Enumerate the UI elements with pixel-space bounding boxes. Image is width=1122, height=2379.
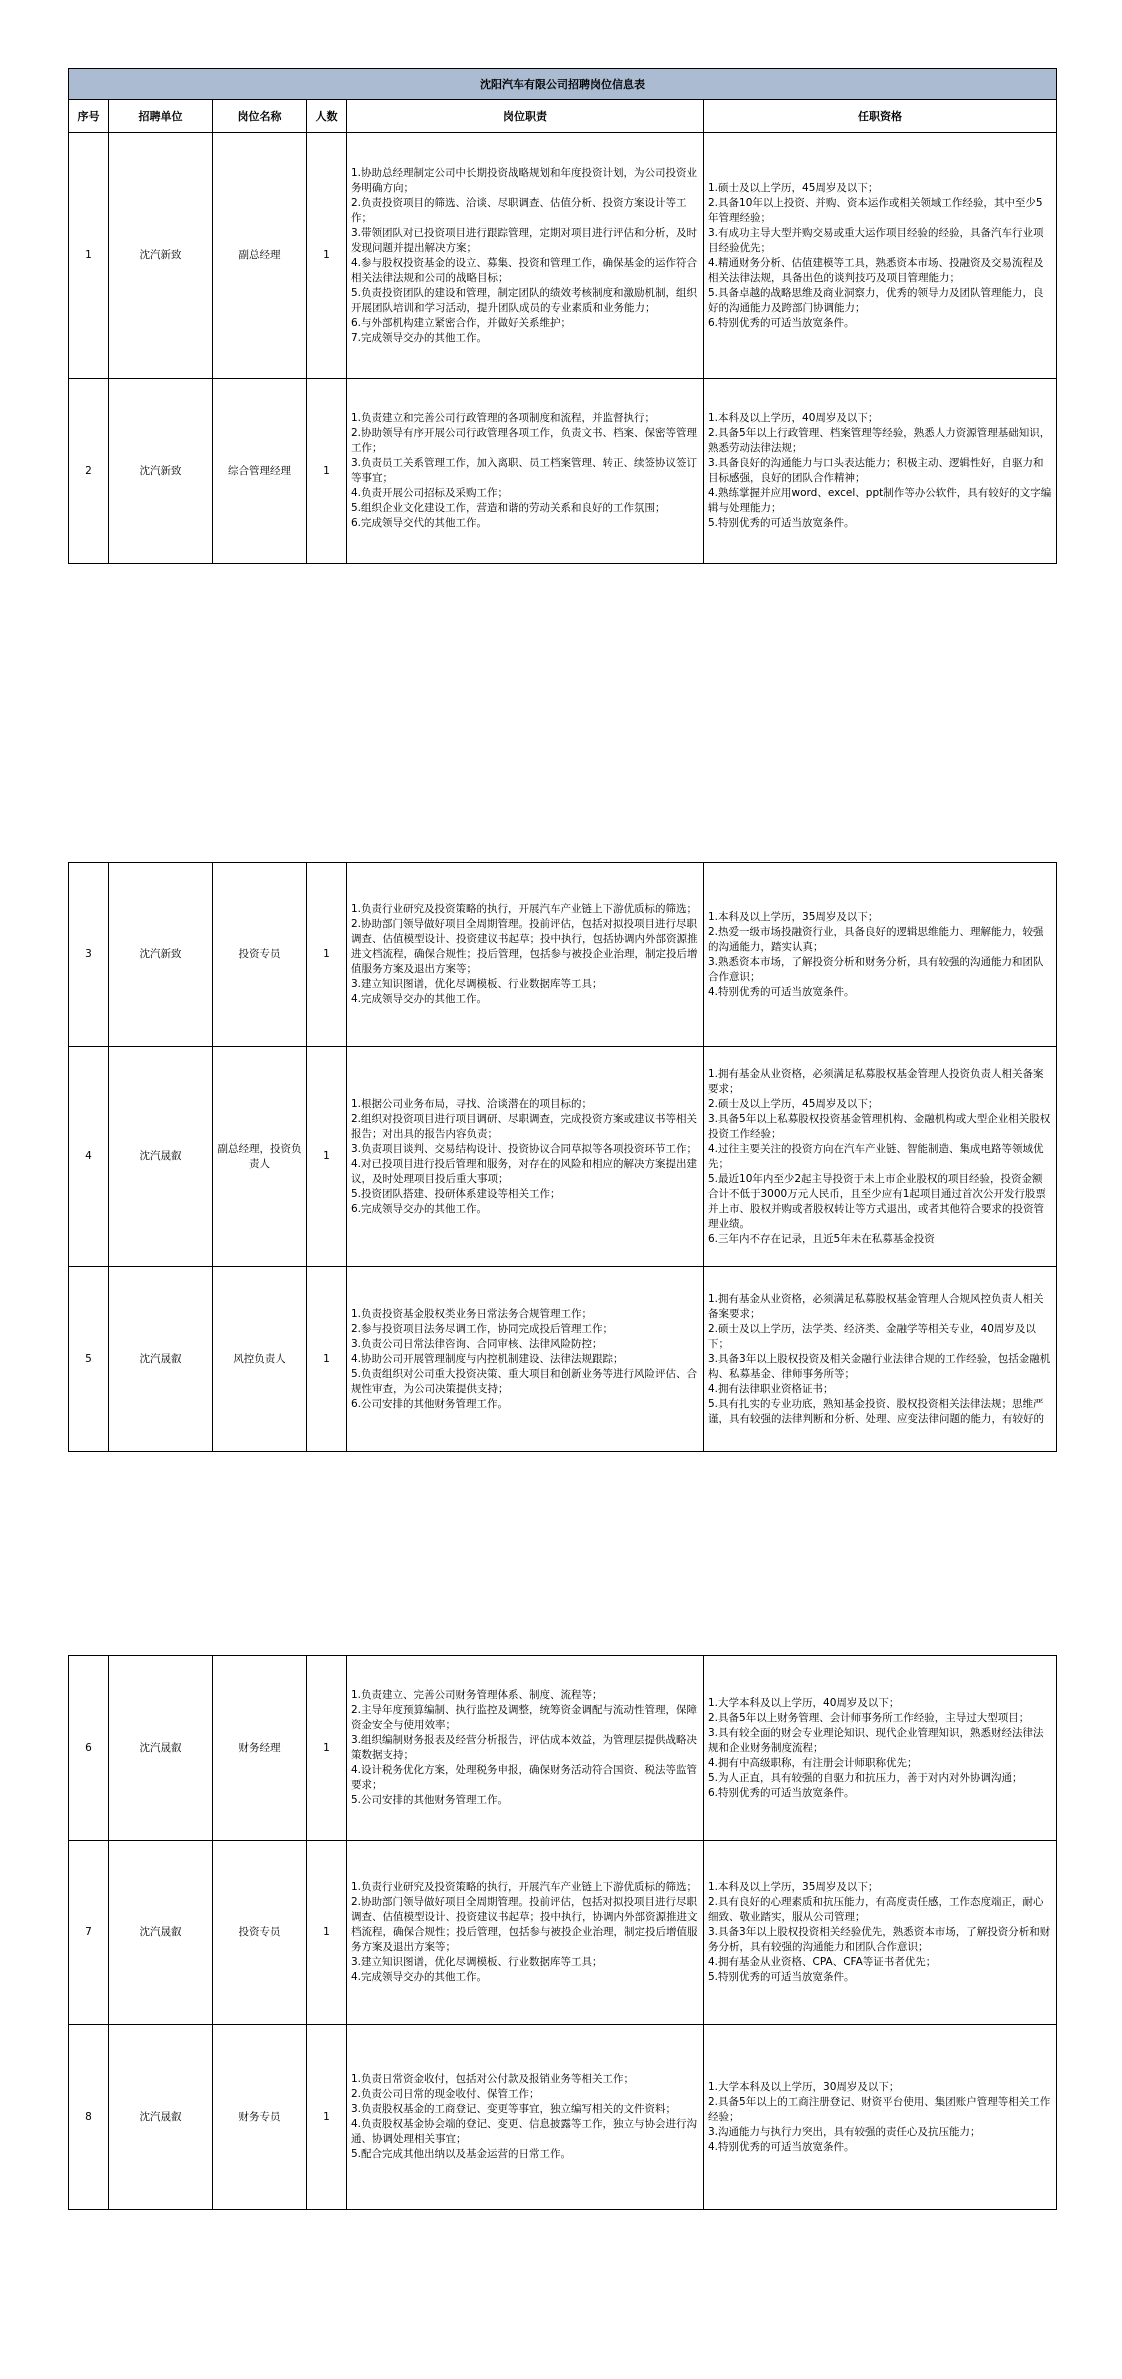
duty-item: 1.负责投资基金股权类业务日常法务合规管理工作； bbox=[351, 1307, 593, 1320]
duty-item: 1.协助总经理制定公司中长期投资战略规划和年度投资计划，为公司投资业务明确方向； bbox=[351, 166, 698, 194]
qualification-item: 5.具有扎实的专业功底，熟知基金投资、股权投资相关法律法规；思维严谨，具有较强的法律判断和分析、处理、应变法律问题的能力，有较好的 bbox=[708, 1397, 1044, 1425]
duty-item: 4.设计税务优化方案，处理税务申报，确保财务活动符合国资、税法等监管要求； bbox=[351, 1764, 698, 1791]
qualification-item: 4.过往主要关注的投资方向在汽车产业链、智能制造、集成电路等领域优先； bbox=[708, 1142, 1044, 1170]
headcount: 1 bbox=[307, 863, 347, 1047]
duty-item: 4.完成领导交办的其他工作。 bbox=[351, 993, 488, 1005]
table-row bbox=[69, 1047, 1057, 1267]
recruiting-unit: 沈汽晟叡 bbox=[109, 1841, 213, 2025]
qualification-item: 3.有成功主导大型并购交易或重大运作项目经验的经验，具备汽车行业项目经验优先； bbox=[708, 226, 1044, 254]
qualification-item: 1.拥有基金从业资格，必须满足私募股权基金管理人合规风控负责人相关备案要求； bbox=[708, 1292, 1044, 1320]
duty-item: 1.负责建立、完善公司财务管理体系、制度、流程等； bbox=[351, 1689, 603, 1701]
headcount: 1 bbox=[307, 379, 347, 564]
table-row bbox=[69, 863, 1057, 1047]
job-duties bbox=[347, 1047, 704, 1267]
recruiting-unit: 沈汽新致 bbox=[109, 379, 213, 564]
row-number: 1 bbox=[69, 133, 109, 379]
table-title: 沈阳汽车有限公司招聘岗位信息表 bbox=[69, 69, 1057, 100]
duty-item: 4.负责股权基金协会端的登记、变更、信息披露等工作，独立与协会进行沟通、协调处理相关事宜； bbox=[351, 2118, 698, 2145]
job-duties bbox=[347, 2025, 704, 2210]
table-row bbox=[69, 379, 1057, 564]
duty-item: 6.完成领导交代的其他工作。 bbox=[351, 517, 488, 529]
duty-item: 2.主导年度预算编制、执行监控及调整，统筹资金调配与流动性管理，保障资金安全与使用效率； bbox=[351, 1704, 698, 1731]
position-name: 财务经理 bbox=[213, 1656, 307, 1841]
table-row bbox=[69, 1656, 1057, 1841]
duty-item: 5.公司安排的其他财务管理工作。 bbox=[351, 1794, 509, 1806]
header-qualifications: 任职资格 bbox=[704, 100, 1057, 133]
duty-item: 4.协助公司开展管理制度与内控机制建设、法律法规跟踪； bbox=[351, 1352, 624, 1365]
qualification-item: 5.为人正直，具有较强的自驱力和抗压力，善于对内对外协调沟通； bbox=[708, 1771, 1023, 1784]
headcount: 1 bbox=[307, 1841, 347, 2025]
recruiting-unit: 沈汽新致 bbox=[109, 133, 213, 379]
qualification-item: 4.精通财务分析、估值建模等工具，熟悉资本市场、投融资及交易流程及相关法律法规，具备出色的谈判技巧及项目管理能力； bbox=[708, 256, 1044, 284]
duty-item: 1.负责日常资金收付，包括对公付款及报销业务等相关工作； bbox=[351, 2073, 635, 2085]
position-name: 副总经理 bbox=[213, 133, 307, 379]
duty-item: 2.负责投资项目的筛选、洽谈、尽职调查、估值分析、投资方案设计等工作； bbox=[351, 196, 687, 224]
job-duties bbox=[347, 1656, 704, 1841]
row-number: 3 bbox=[69, 863, 109, 1047]
duty-item: 6.公司安排的其他财务管理工作。 bbox=[351, 1397, 509, 1410]
row-number: 5 bbox=[69, 1267, 109, 1452]
duty-item: 3.组织编制财务报表及经营分析报告，评估成本效益，为管理层提供战略决策数据支持； bbox=[351, 1734, 698, 1761]
position-name: 综合管理经理 bbox=[213, 379, 307, 564]
duty-item: 5.负责组织对公司重大投资决策、重大项目和创新业务等进行风险评估、合规性审查，为公司决策提供支持； bbox=[351, 1367, 698, 1395]
recruitment-table-page-1 bbox=[68, 68, 1057, 564]
duty-item: 3.负责项目谈判、交易结构设计、投资协议合同草拟等各项投资环节工作； bbox=[351, 1142, 698, 1155]
qualification-item: 5.具备卓越的战略思维及商业洞察力，优秀的领导力及团队管理能力，良好的沟通能力及跨部门协调能力； bbox=[708, 286, 1044, 314]
recruitment-table-page-3 bbox=[68, 1655, 1057, 2210]
duty-item: 4.参与股权投资基金的设立、募集、投资和管理工作，确保基金的运作符合相关法律法规和公司的战略目标； bbox=[351, 256, 698, 284]
qualification-item: 3.具备良好的沟通能力与口头表达能力；积极主动、逻辑性好，自驱力和目标感强，良好的团队合作精神； bbox=[708, 457, 1044, 484]
qualification-item: 1.大学本科及以上学历，40周岁及以下； bbox=[708, 1696, 900, 1709]
duty-item: 2.参与投资项目法务尽调工作，协同完成投后管理工作； bbox=[351, 1322, 614, 1335]
duty-item: 1.负责行业研究及投资策略的执行，开展汽车产业链上下游优质标的筛选； bbox=[351, 1881, 698, 1893]
qualification-item: 2.具有良好的心理素质和抗压能力，有高度责任感，工作态度端正，耐心细致、敬业踏实，服从公司管理； bbox=[708, 1896, 1044, 1923]
duty-item: 6.与外部机构建立紧密合作，并做好关系维护； bbox=[351, 316, 572, 329]
duty-item: 5.投资团队搭建、投研体系建设等相关工作； bbox=[351, 1187, 561, 1200]
duty-item: 4.对已投项目进行投后管理和服务，对存在的风险和相应的解决方案提出建议，及时处理项目投后重大事项； bbox=[351, 1157, 698, 1185]
qualification-item: 3.熟悉资本市场，了解投资分析和财务分析，具有较强的沟通能力和团队合作意识； bbox=[708, 955, 1044, 983]
page-2 bbox=[68, 862, 1056, 1452]
duty-item: 3.负责股权基金的工商登记、变更等事宜，独立编写相关的文件资料； bbox=[351, 2103, 677, 2115]
header-position: 岗位名称 bbox=[213, 100, 307, 133]
job-qualifications bbox=[704, 1841, 1057, 2025]
duty-item: 2.协助部门领导做好项目全周期管理。投前评估，包括对拟投项目进行尽职调查、估值模型设计、投资建议书起草；投中执行，包括协调内外部资源推进文档流程，确保合规性；投后管理，包括参与被投企业治理，制定投后增值服务方案及退出方案等； bbox=[351, 918, 698, 975]
headcount: 1 bbox=[307, 133, 347, 379]
qualification-item: 4.拥有基金从业资格、CPA、CFA等证书者优先； bbox=[708, 1956, 937, 1968]
row-number: 2 bbox=[69, 379, 109, 564]
row-number: 8 bbox=[69, 2025, 109, 2210]
position-name: 财务专员 bbox=[213, 2025, 307, 2210]
recruitment-table-page-2 bbox=[68, 862, 1057, 1452]
headcount: 1 bbox=[307, 1047, 347, 1267]
qualification-item: 2.具备5年以上的工商注册登记、财资平台使用、集团账户管理等相关工作经验； bbox=[708, 2095, 1051, 2123]
qualification-item: 6.特别优秀的可适当放宽条件。 bbox=[708, 1786, 855, 1799]
row-number: 6 bbox=[69, 1656, 109, 1841]
header-no: 序号 bbox=[69, 100, 109, 133]
recruiting-unit: 沈汽晟叡 bbox=[109, 1267, 213, 1452]
qualification-item: 3.具备5年以上私募股权投资基金管理机构、金融机构或大型企业相关股权投资工作经验； bbox=[708, 1112, 1051, 1140]
qualification-item: 6.三年内不存在记录，且近5年未在私募基金投资 bbox=[708, 1232, 935, 1245]
qualification-item: 1.拥有基金从业资格，必须满足私募股权基金管理人投资负责人相关备案要求； bbox=[708, 1067, 1044, 1095]
qualification-item: 5.最近10年内至少2起主导投资于未上市企业股权的项目经验，投资金额合计不低于3000万元人民币，且至少应有1起项目通过首次公开发行股票并上市、股权并购或者股权转让等方式退出，或者其他符合要求的投资管理业绩。 bbox=[708, 1172, 1046, 1230]
header-count: 人数 bbox=[307, 100, 347, 133]
job-duties bbox=[347, 863, 704, 1047]
duty-item: 3.建立知识图谱，优化尽调模板、行业数据库等工具； bbox=[351, 1956, 603, 1968]
duty-item: 4.负责开展公司招标及采购工作； bbox=[351, 487, 509, 499]
qualification-item: 4.拥有法律职业资格证书； bbox=[708, 1382, 834, 1395]
job-qualifications bbox=[704, 2025, 1057, 2210]
qualification-item: 1.本科及以上学历，40周岁及以下； bbox=[708, 412, 879, 424]
duty-item: 3.负责公司日常法律咨询、合同审核、法律风险防控； bbox=[351, 1337, 603, 1350]
job-duties bbox=[347, 1841, 704, 2025]
table-row bbox=[69, 2025, 1057, 2210]
header-unit: 招聘单位 bbox=[109, 100, 213, 133]
job-qualifications bbox=[704, 133, 1057, 379]
qualification-item: 2.热爱一级市场投融资行业，具备良好的逻辑思维能力、理解能力，较强的沟通能力，踏实认真； bbox=[708, 925, 1044, 953]
duty-item: 6.完成领导交办的其他工作。 bbox=[351, 1202, 488, 1215]
position-name: 投资专员 bbox=[213, 863, 307, 1047]
qualification-item: 1.硕士及以上学历，45周岁及以下； bbox=[708, 181, 879, 194]
qualification-item: 4.拥有中高级职称，有注册会计师职称优先； bbox=[708, 1756, 918, 1769]
qualification-item: 3.具备3年以上股权投资及相关金融行业法律合规的工作经验，包括金融机构、私募基金、律师事务所等； bbox=[708, 1352, 1051, 1380]
duty-item: 2.协助部门领导做好项目全周期管理。投前评估，包括对拟投项目进行尽职调查、估值模型设计、投资建议书起草；投中执行，协调内外部资源推进文档流程，确保合规性；投后管理，包括参与被投企业治理，制定投后增值服务方案及退出方案等； bbox=[351, 1896, 698, 1953]
table-row bbox=[69, 133, 1057, 379]
duty-item: 1.根据公司业务布局，寻找、洽谈潜在的项目标的； bbox=[351, 1097, 593, 1110]
duty-item: 5.负责投资团队的建设和管理，制定团队的绩效考核制度和激励机制，组织开展团队培训和学习活动，提升团队成员的专业素质和业务能力； bbox=[351, 286, 698, 314]
table-row bbox=[69, 1841, 1057, 2025]
qualification-item: 5.特别优秀的可适当放宽条件。 bbox=[708, 517, 855, 529]
headcount: 1 bbox=[307, 1656, 347, 1841]
duty-item: 3.建立知识图谱，优化尽调模板、行业数据库等工具； bbox=[351, 978, 603, 990]
qualification-item: 2.硕士及以上学历，法学类、经济类、金融学等相关专业，40周岁及以下； bbox=[708, 1322, 1036, 1350]
recruiting-unit: 沈汽晟叡 bbox=[109, 2025, 213, 2210]
qualification-item: 2.具备10年以上投资、并购、资本运作或相关领域工作经验，其中至少5年管理经验； bbox=[708, 196, 1043, 224]
page-1 bbox=[68, 68, 1056, 564]
recruiting-unit: 沈汽晟叡 bbox=[109, 1656, 213, 1841]
job-duties bbox=[347, 379, 704, 564]
qualification-item: 4.特别优秀的可适当放宽条件。 bbox=[708, 985, 855, 998]
position-name: 风控负责人 bbox=[213, 1267, 307, 1452]
position-name: 副总经理，投资负责人 bbox=[213, 1047, 307, 1267]
qualification-item: 3.具有较全面的财会专业理论知识、现代企业管理知识，熟悉财经法律法规和企业财务制度流程； bbox=[708, 1726, 1044, 1754]
duty-item: 5.组织企业文化建设工作，营造和谐的劳动关系和良好的工作氛围； bbox=[351, 502, 666, 514]
qualification-item: 4.熟练掌握并应用word、excel、ppt制作等办公软件，具有较好的文字编辑与处理能力； bbox=[708, 487, 1052, 514]
position-name: 投资专员 bbox=[213, 1841, 307, 2025]
duty-item: 5.配合完成其他出纳以及基金运营的日常工作。 bbox=[351, 2148, 572, 2160]
qualification-item: 2.具备5年以上财务管理、会计师事务所工作经验，主导过大型项目； bbox=[708, 1711, 1030, 1724]
qualification-item: 1.大学本科及以上学历，30周岁及以下； bbox=[708, 2080, 900, 2093]
duty-item: 1.负责行业研究及投资策略的执行，开展汽车产业链上下游优质标的筛选； bbox=[351, 903, 698, 915]
job-qualifications bbox=[704, 863, 1057, 1047]
qualification-item: 3.沟通能力与执行力突出，具有较强的责任心及抗压能力； bbox=[708, 2125, 981, 2138]
duty-item: 2.组织对投资项目进行项目调研、尽职调查，完成投资方案或建议书等相关报告；对出具的报告内容负责； bbox=[351, 1112, 698, 1140]
duty-item: 3.负责员工关系管理工作，加入离职、员工档案管理、转正、续签协议签订等事宜； bbox=[351, 457, 698, 484]
duty-item: 3.带领团队对已投资项目进行跟踪管理，定期对项目进行评估和分析，及时发现问题并提出解决方案； bbox=[351, 226, 698, 254]
recruiting-unit: 沈汽新致 bbox=[109, 863, 213, 1047]
duty-item: 2.负责公司日常的现金收付、保管工作； bbox=[351, 2088, 540, 2100]
duty-item: 7.完成领导交办的其他工作。 bbox=[351, 331, 488, 344]
qualification-item: 2.具备5年以上行政管理、档案管理等经验，熟悉人力资源管理基础知识，熟悉劳动法律法规； bbox=[708, 427, 1051, 454]
page-3 bbox=[68, 1655, 1056, 2210]
qualification-item: 3.具备3年以上股权投资相关经验优先，熟悉资本市场，了解投资分析和财务分析，具有较强的沟通能力和团队合作意识； bbox=[708, 1926, 1051, 1953]
duty-item: 2.协助领导有序开展公司行政管理各项工作，负责文书、档案、保密等管理工作； bbox=[351, 427, 698, 454]
job-qualifications bbox=[704, 1047, 1057, 1267]
qualification-item: 1.本科及以上学历，35周岁及以下； bbox=[708, 910, 879, 923]
recruiting-unit: 沈汽晟叡 bbox=[109, 1047, 213, 1267]
header-duties: 岗位职责 bbox=[347, 100, 704, 133]
headcount: 1 bbox=[307, 1267, 347, 1452]
qualification-item: 1.本科及以上学历，35周岁及以下； bbox=[708, 1881, 879, 1893]
qualification-item: 4.特别优秀的可适当放宽条件。 bbox=[708, 2140, 855, 2153]
job-qualifications bbox=[704, 1267, 1057, 1452]
qualification-item: 2.硕士及以上学历，45周岁及以下； bbox=[708, 1097, 879, 1110]
job-duties bbox=[347, 133, 704, 379]
table-row bbox=[69, 1267, 1057, 1452]
duty-item: 1.负责建立和完善公司行政管理的各项制度和流程，并监督执行； bbox=[351, 412, 656, 424]
row-number: 7 bbox=[69, 1841, 109, 2025]
job-qualifications bbox=[704, 379, 1057, 564]
job-qualifications bbox=[704, 1656, 1057, 1841]
job-duties bbox=[347, 1267, 704, 1452]
duty-item: 4.完成领导交办的其他工作。 bbox=[351, 1971, 488, 1983]
qualification-item: 5.特别优秀的可适当放宽条件。 bbox=[708, 1971, 855, 1983]
row-number: 4 bbox=[69, 1047, 109, 1267]
headcount: 1 bbox=[307, 2025, 347, 2210]
qualification-item: 6.特别优秀的可适当放宽条件。 bbox=[708, 316, 855, 329]
